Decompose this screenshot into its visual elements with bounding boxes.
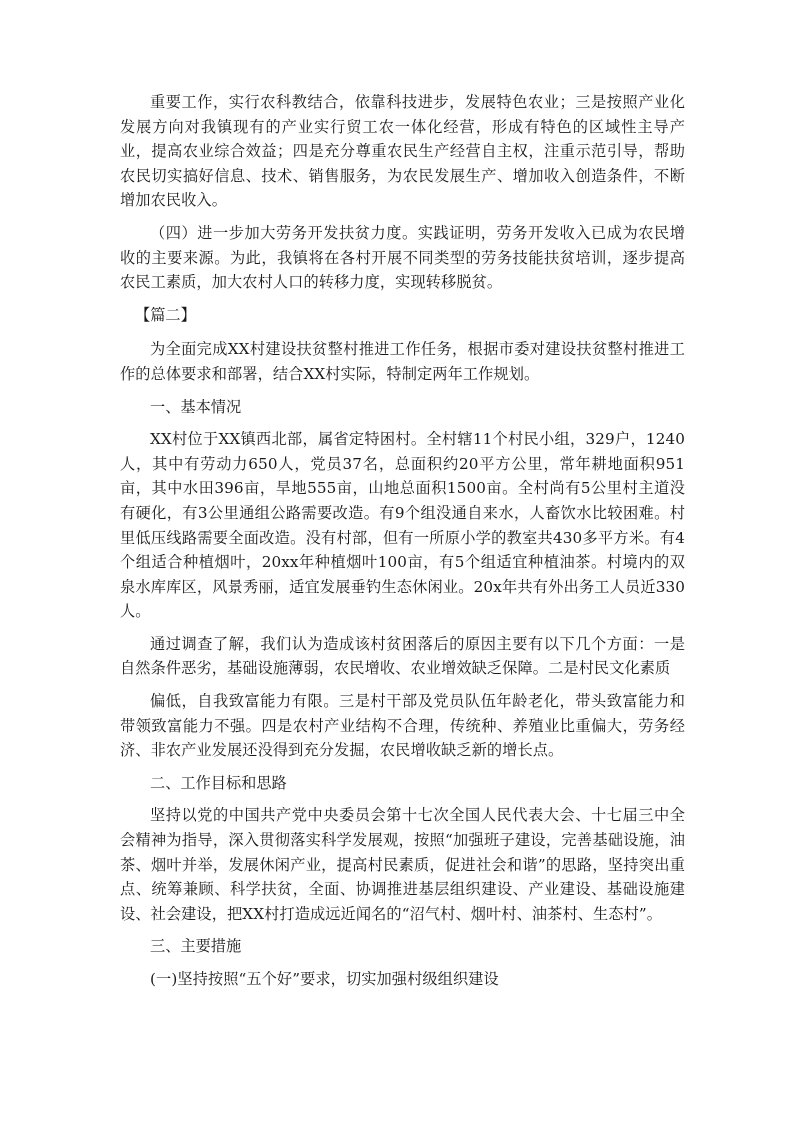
poverty-causes-continued-paragraph: 偏低，自我致富能力有限。三是村干部及党员队伍年龄老化，带头致富能力和带领致富能力不强。四是农村产业结构不合理，传统种、养殖业比重偏大，劳务经济、非农产业发展还没得到充分发掘，农民增收缺乏新的增长点。 (120, 692, 685, 760)
paragraph-labor-poverty: （四）进一步加大劳务开发扶贫力度。实践证明，劳务开发收入已成为农民增收的主要来源。为此，我镇将在各村开展不同类型的劳务技能扶贫培训，逐步提高农民工素质，加大农村人口的转移力度，实现转移脱贫。 (120, 223, 685, 292)
basic-situation-paragraph: XX村位于XX镇西北部，属省定特困村。全村辖11个村民小组，329户，1240人，其中有劳动力650人，党员37名，总面积约20平方公里，常年耕地面积951亩，其中水田396亩，旱地555亩，山地总面积1500亩。全村尚有5公里村主道没有硬化，有3公里通组公路需要改造。有9个组没通自来水，人畜饮水比较困难。村里低压线路需要全面改造。没有村部，但有一所原小学的教室共430多平方米。有4个组适合种植烟叶，20xx年种植烟叶100亩，有5个组适宜种植油茶。村境内的双泉水库库区，风景秀丽，适宜发展垂钓生态休闲业。20x年共有外出务工人员近330人。 (120, 430, 685, 621)
section-measures-title: 三、主要措施 (150, 937, 242, 956)
document-page (120, 90, 685, 1000)
paragraph-continuation: 重要工作，实行农科教结合，依靠科技进步，发展特色农业；三是按照产业化发展方向对我镇现有的产业实行贸工农一体化经营，形成有特色的区域性主导产业，提高农业综合效益；四是充分尊重农民生产经营自主权，注重示范引导，帮助农民切实搞好信息、技术、销售服务，为农民发展生产、增加收入创造条件，不断增加农民收入。 (120, 93, 685, 210)
poverty-causes-paragraph: 通过调查了解，我们认为造成该村贫困落后的原因主要有以下几个方面：一是自然条件恶劣，基础设施薄弱，农民增收、农业增效缺乏保障。二是村民文化素质 (120, 634, 685, 678)
intro-paragraph: 为全面完成XX村建设扶贫整村推进工作任务，根据市委对建设扶贫整村推进工作的总体要求和部署，结合XX村实际，特制定两年工作规划。 (120, 340, 685, 383)
section-basic-situation-title: 一、基本情况 (150, 397, 242, 416)
part-two-heading: 【篇二】 (135, 305, 196, 324)
measures-item-one: (一)坚持按照“五个好”要求，切实加强村级组织建设 (150, 970, 499, 988)
section-goals-title: 二、工作目标和思路 (150, 773, 287, 792)
goals-paragraph: 坚持以党的中国共产党中央委员会第十七次全国人民代表大会、十七届三中全会精神为指导，深入贯彻落实科学发展观，按照“加强班子建设，完善基础设施，油茶、烟叶并举，发展休闲产业，提高村民素质，促进社会和谐”的思路，坚持突出重点、统筹兼顾、科学扶贫，全面、协调推进基层组织建设、产业建设、基础设施建设、社会建设，把XX村打造成远近闻名的“沼气村、烟叶村、油茶村、生态村”。 (120, 806, 685, 923)
